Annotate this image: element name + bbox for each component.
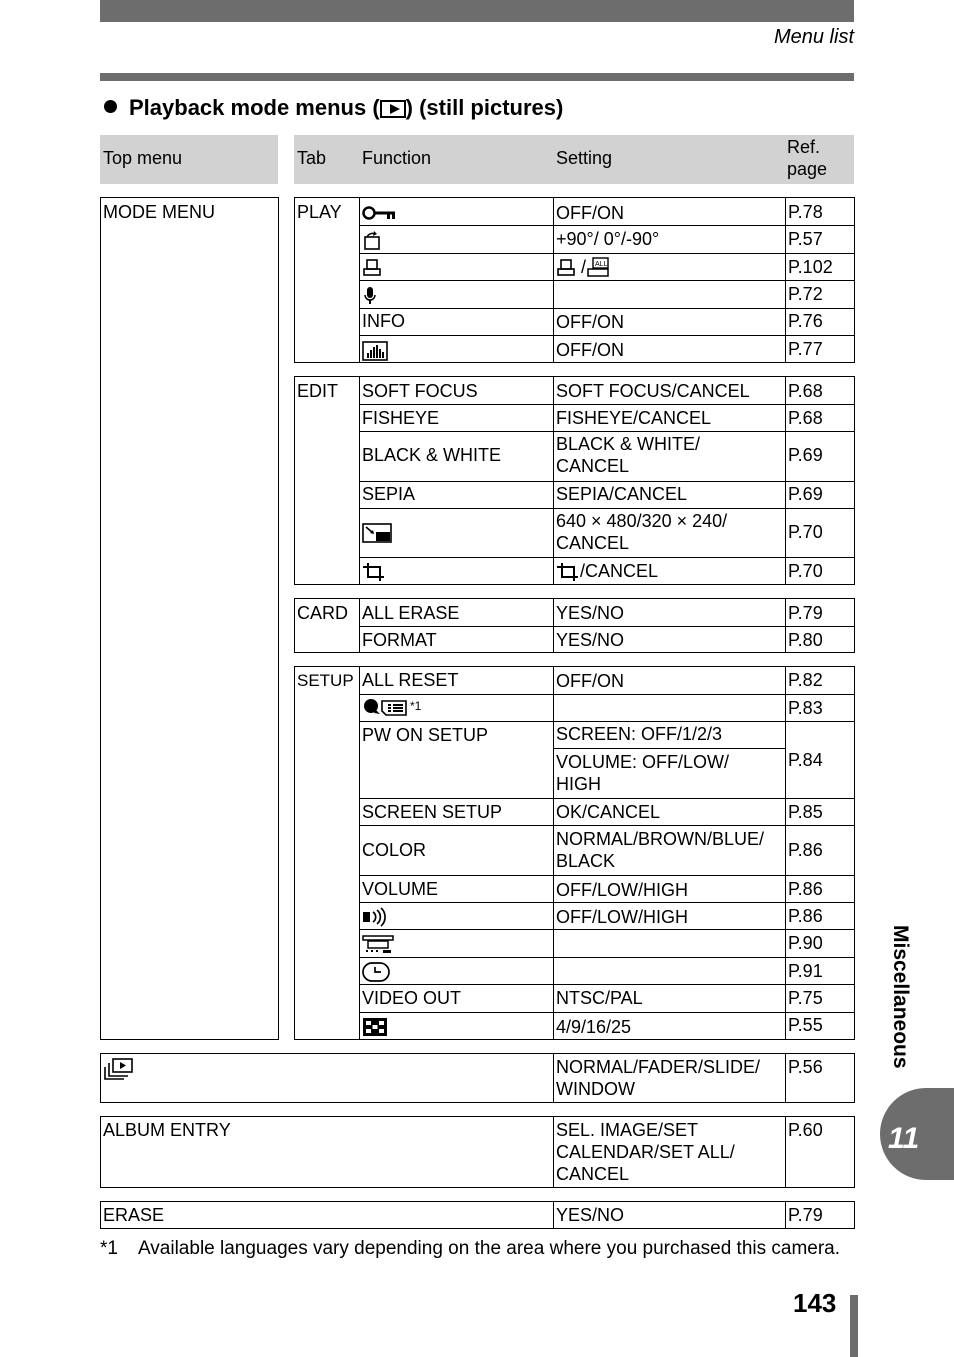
page-title: Playback mode menus ( ) (still pictures) — [104, 95, 563, 121]
section-title: Menu list — [773, 26, 854, 48]
play-table: PLAY OFF/ON P.78 +90°/ 0°/-90° P.57 / ALL P.102 P.72 INFO OFF/ON P.76 OFF/ON P.77 — [294, 197, 855, 363]
resize-icon — [362, 521, 392, 543]
language-icon — [362, 696, 410, 718]
erase-row: ERASE YES/NO P.79 — [100, 1201, 855, 1229]
header-bar — [100, 0, 854, 22]
mode-menu-cell: MODE MENU — [100, 197, 279, 1040]
card-table: CARD ALL ERASE YES/NO P.79 FORMAT YES/NO P.80 — [294, 598, 855, 653]
print-order-icon — [556, 258, 576, 278]
header-rule — [100, 73, 854, 81]
slideshow-icon — [104, 1057, 134, 1080]
playback-icon — [380, 100, 406, 118]
setup-table: SETUP ALL RESET OFF/ON P.82 $^{*1}$ P.83 PW ON SETUP SCREEN: OFF/1/2/3 VOLUME: OFF/LOW/ HIGH P.84 SCREEN SETUP OK/CANCEL P.85 COLOR NORMAL/BROWN/BLUE/ BLACK P.86 VOLUME OFF/LOW/HIGH P.86 OFF/LOW/HIGH P.86 P.90 P.91 VIDEO OUT NTSC/PAL P.75 4/9/16/25 P.55 — [294, 666, 855, 1040]
bullet-icon — [104, 100, 117, 113]
page-number-bar — [850, 1295, 858, 1357]
tab-setup: SETUP — [297, 671, 354, 690]
tab-play: PLAY — [297, 202, 342, 222]
side-section-label: Miscellaneous — [889, 925, 912, 1069]
svg-text:ALL: ALL — [595, 261, 608, 269]
column-header-row: Tab Function Setting Ref. page — [294, 135, 854, 184]
print-all-icon — [586, 257, 612, 279]
page-number: 143 — [793, 1288, 837, 1318]
frame-number-icon — [362, 932, 394, 954]
protect-key-icon — [362, 201, 396, 223]
clock-icon — [362, 960, 390, 982]
chapter-number: 11 — [888, 1122, 920, 1155]
crop-icon — [556, 562, 580, 582]
print-order-icon — [362, 256, 382, 278]
histogram-icon — [362, 339, 388, 361]
tab-card: CARD — [297, 603, 349, 623]
rotate-icon — [362, 229, 382, 251]
tab-edit: EDIT — [297, 381, 339, 401]
slideshow-row: NORMAL/FADER/SLIDE/ WINDOW P.56 — [100, 1053, 855, 1103]
crop-icon — [362, 560, 386, 582]
footnote: *1 Available languages vary depending on the area where you purchased this camera. — [100, 1238, 841, 1259]
index-grid-icon — [362, 1015, 388, 1037]
album-entry-row: ALBUM ENTRY SEL. IMAGE/SET CALENDAR/SET ALL/ CANCEL P.60 — [100, 1116, 855, 1188]
edit-table: EDIT SOFT FOCUS SOFT FOCUS/CANCEL P.68 FISHEYE FISHEYE/CANCEL P.68 BLACK & WHITE BLACK & WHITE/ CANCEL P.69 SEPIA SEPIA/CANCEL P.69 640 × 480/320 × 240/ CANCEL P.70 /CANCEL P.70 — [294, 376, 855, 585]
microphone-icon — [362, 284, 378, 306]
column-header-top-menu: Top menu — [100, 135, 278, 184]
beep-icon — [362, 905, 390, 927]
